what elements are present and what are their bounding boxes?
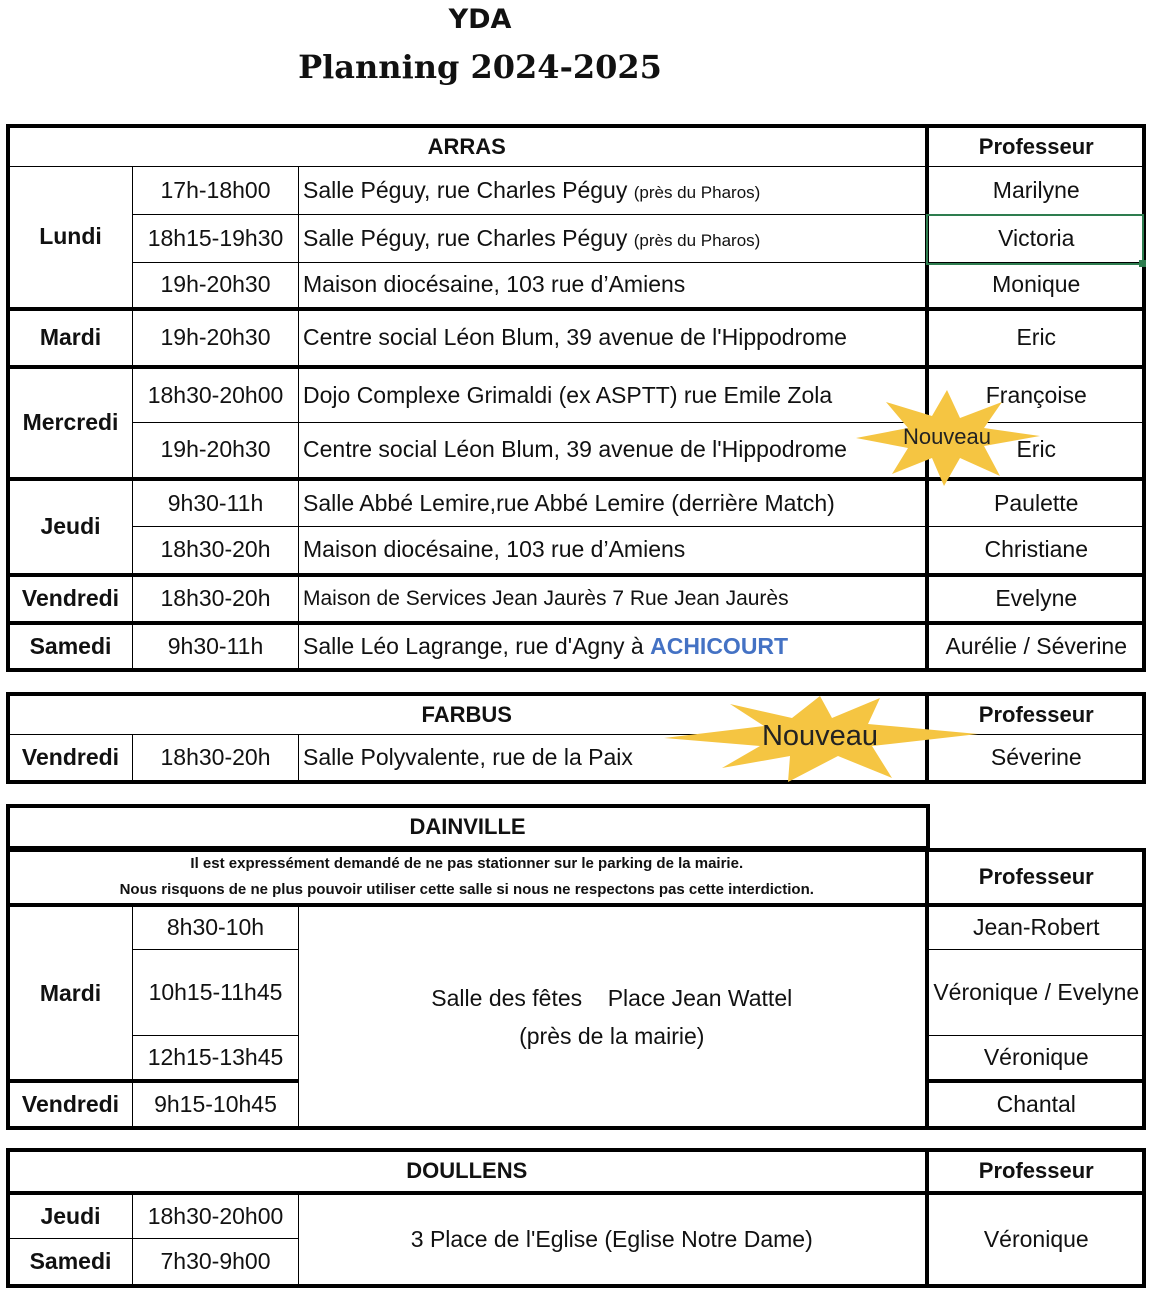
prof-cell[interactable]: Véronique / Evelyne	[927, 949, 1145, 1035]
parking-notice	[9, 851, 927, 906]
dainville-prof-header: Professeur	[927, 851, 1145, 906]
selection-fill-handle[interactable]	[1139, 260, 1146, 267]
doullens-table	[8, 1150, 1145, 1285]
location-cell: Salle Péguy, rue Charles Péguy (près du Pharos)	[299, 167, 927, 215]
doullens-location-cell: 3 Place de l'Eglise (Eglise Notre Dame)	[299, 1193, 927, 1285]
achicourt-highlight: ACHICOURT	[650, 632, 789, 659]
day-cell: Samedi	[9, 1239, 133, 1285]
day-cell: Mardi	[9, 309, 133, 367]
time-cell: 9h30-11h	[133, 623, 299, 669]
day-cell: Mardi	[9, 905, 133, 1081]
time-cell: 9h15-10h45	[133, 1081, 299, 1127]
location-cell: Dojo Complexe Grimaldi (ex ASPTT) rue Emile Zola	[299, 367, 927, 423]
parking-notice-line1: Il est expressément demandé de ne pas stationner sur le parking de la mairie.	[190, 855, 744, 872]
time-cell: 10h15-11h45	[133, 949, 299, 1035]
location-cell: Maison de Services Jean Jaurès 7 Rue Jean Jaurès	[299, 575, 927, 623]
prof-cell[interactable]: Eric	[927, 309, 1145, 367]
doullens-prof-header: Professeur	[927, 1151, 1145, 1193]
location-cell: Salle Péguy, rue Charles Péguy (près du Pharos)	[299, 215, 927, 263]
farbus-city-label: FARBUS	[9, 695, 927, 735]
time-cell: 12h15-13h45	[133, 1035, 299, 1081]
time-cell: 9h30-11h	[133, 479, 299, 527]
prof-cell[interactable]: Eric	[927, 423, 1145, 479]
prof-cell[interactable]: Véronique	[927, 1193, 1145, 1285]
location-cell: Salle Abbé Lemire,rue Abbé Lemire (derrière Match)	[299, 479, 927, 527]
dainville-location-cell	[299, 905, 927, 1127]
parking-notice-line2: Nous risquons de ne plus pouvoir utiliser cette salle si nous ne respectons pas cette interdiction.	[119, 881, 814, 898]
time-cell: 17h-18h00	[133, 167, 299, 215]
table-row	[9, 623, 1145, 669]
prof-cell[interactable]: Jean-Robert	[927, 905, 1145, 949]
time-cell: 18h30-20h	[133, 735, 299, 781]
doullens-city-label: DOULLENS	[9, 1151, 927, 1193]
prof-cell[interactable]: Aurélie / Séverine	[927, 623, 1145, 669]
time-cell: 7h30-9h00	[133, 1239, 299, 1285]
day-cell: Mercredi	[9, 367, 133, 479]
nouveau-star-badge-farbus	[660, 694, 980, 784]
dainville-city-label: DAINVILLE	[9, 807, 927, 847]
time-cell: 18h30-20h	[133, 527, 299, 575]
table-row	[9, 527, 1145, 575]
arras-header-row	[9, 127, 1145, 167]
time-cell: 18h30-20h00	[133, 367, 299, 423]
prof-cell[interactable]: Christiane	[927, 527, 1145, 575]
prof-cell[interactable]: Paulette	[927, 479, 1145, 527]
prof-cell[interactable]: Monique	[927, 263, 1145, 309]
time-cell: 19h-20h30	[133, 309, 299, 367]
nouveau-badge-label: Nouveau	[902, 424, 992, 449]
dainville-table	[8, 850, 1145, 1128]
arras-prof-header: Professeur	[927, 127, 1145, 167]
prof-cell-selected[interactable]: Victoria	[927, 215, 1145, 263]
prof-cell[interactable]: Françoise	[927, 367, 1145, 423]
location-cell: Maison diocésaine, 103 rue d’Amiens	[299, 527, 927, 575]
day-cell: Jeudi	[9, 479, 133, 575]
day-cell: Lundi	[9, 167, 133, 309]
table-row	[9, 905, 1145, 949]
table-row	[9, 1193, 1145, 1239]
nouveau-star-badge-arras	[852, 388, 1042, 488]
day-cell: Samedi	[9, 623, 133, 669]
prof-cell[interactable]: Véronique	[927, 1035, 1145, 1081]
time-cell: 19h-20h30	[133, 263, 299, 309]
time-cell: 8h30-10h	[133, 905, 299, 949]
arras-city-label: ARRAS	[9, 127, 927, 167]
table-row	[9, 309, 1145, 367]
day-cell: Vendredi	[9, 575, 133, 623]
nouveau-badge-label: Nouveau	[761, 720, 879, 752]
day-cell: Vendredi	[9, 735, 133, 781]
time-cell: 18h30-20h00	[133, 1193, 299, 1239]
prof-cell[interactable]: Chantal	[927, 1081, 1145, 1127]
prof-cell[interactable]: Séverine	[927, 735, 1145, 781]
time-cell: 18h30-20h	[133, 575, 299, 623]
selected-cell-outline	[926, 214, 1144, 265]
day-cell: Vendredi	[9, 1081, 133, 1127]
table-row	[9, 575, 1145, 623]
table-row	[9, 167, 1145, 215]
time-cell: 19h-20h30	[133, 423, 299, 479]
day-cell: Jeudi	[9, 1193, 133, 1239]
dainville-location-line1: Salle des fêtes Place Jean Wattel	[431, 985, 793, 1011]
doullens-header-row	[9, 1151, 1145, 1193]
location-cell: Salle Polyvalente, rue de la Paix	[299, 735, 927, 781]
prof-cell[interactable]: Evelyne	[927, 575, 1145, 623]
table-row	[9, 263, 1145, 309]
prof-cell[interactable]: Marilyne	[927, 167, 1145, 215]
org-title: YDA	[448, 4, 512, 35]
location-cell: Centre social Léon Blum, 39 avenue de l'Hippodrome	[299, 423, 927, 479]
location-cell: Centre social Léon Blum, 39 avenue de l'Hippodrome	[299, 309, 927, 367]
dainville-title-table	[8, 806, 927, 847]
location-cell: Salle Léo Lagrange, rue d'Agny à ACHICOURT	[299, 623, 927, 669]
time-cell: 18h15-19h30	[133, 215, 299, 263]
location-cell: Maison diocésaine, 103 rue d’Amiens	[299, 263, 927, 309]
dainville-location-line2: (près de la mairie)	[519, 1023, 705, 1049]
dainville-note-row	[9, 851, 1145, 906]
page-title: Planning 2024-2025	[298, 48, 662, 86]
farbus-prof-header: Professeur	[927, 695, 1145, 735]
